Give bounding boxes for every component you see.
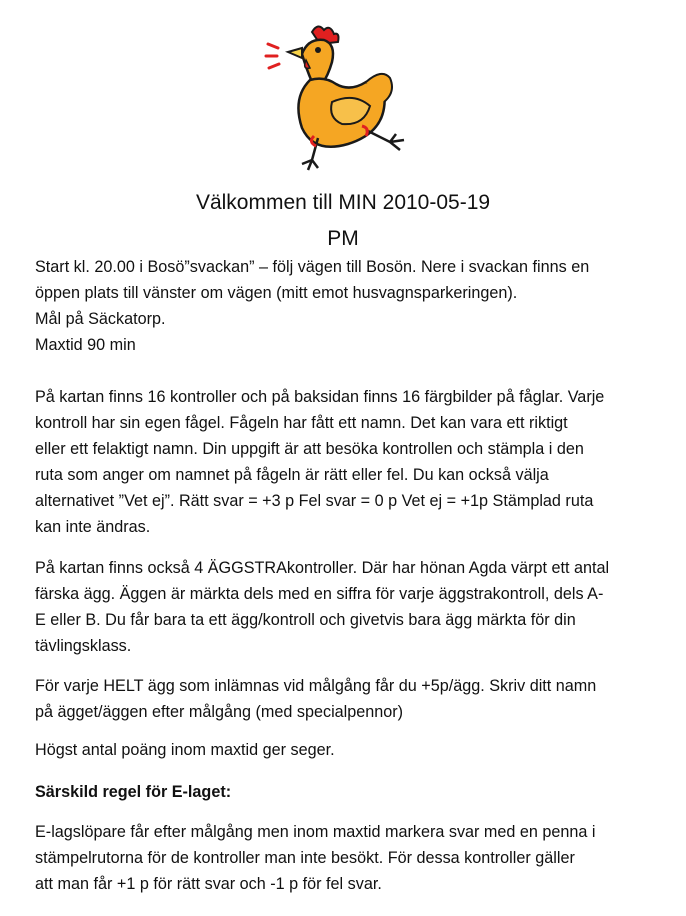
eggs-paragraph — [35, 555, 655, 659]
controls-line: alternativet ”Vet ej”. Rätt svar = +3 p Fel svar = 0 p Vet ej = +1p Stämplad ruta — [35, 492, 594, 510]
whole-egg-line: på ägget/äggen efter målgång (med specialpennor) — [35, 703, 404, 721]
eggs-line: På kartan finns också 4 ÄGGSTRAkontroller. Där har hönan Agda värpt ett antal — [35, 559, 610, 577]
eggs-line: tävlingsklass. — [35, 637, 132, 655]
intro-line: Maxtid 90 min — [35, 336, 136, 354]
eggs-line: färska ägg. Äggen är märkta dels med en siffra för varje äggstrakontroll, dels A- — [35, 585, 604, 603]
controls-paragraph — [35, 384, 655, 540]
e-rule-line: stämpelrutorna för de kontroller man inte besökt. För dessa kontroller gäller — [35, 849, 575, 867]
e-rule-paragraph — [35, 819, 655, 897]
chicken-logo-icon — [262, 18, 412, 178]
e-rule-heading — [35, 779, 655, 805]
controls-line: ruta som anger om namnet på fågeln är rätt eller fel. Du kan också välja — [35, 466, 549, 484]
page-title: Välkommen till MIN 2010-05-19 — [195, 191, 491, 214]
controls-line: På kartan finns 16 kontroller och på baksidan finns 16 färgbilder på fåglar. Varje — [35, 388, 605, 406]
win-line: Högst antal poäng inom maxtid ger seger. — [35, 741, 335, 759]
intro-paragraph — [35, 254, 655, 358]
intro-line: Start kl. 20.00 i Bosö”svackan” – följ vägen till Bosön. Nere i svackan finns en — [35, 258, 590, 276]
e-rule-line: E-lagslöpare får efter målgång men inom maxtid markera svar med en penna i — [35, 823, 596, 841]
intro-line: Mål på Säckatorp. — [35, 310, 166, 328]
whole-egg-paragraph — [35, 673, 655, 725]
whole-egg-line: För varje HELT ägg som inlämnas vid målgång får du +5p/ägg. Skriv ditt namn — [35, 677, 597, 695]
intro-line: öppen plats till vänster om vägen (mitt emot husvagnsparkeringen). — [35, 284, 518, 302]
e-rule-heading-text: Särskild regel för E-laget: — [35, 783, 232, 801]
e-rule-line: att man får +1 p för rätt svar och -1 p för fel svar. — [35, 875, 382, 893]
win-paragraph — [35, 737, 655, 763]
page-subtitle: PM — [327, 227, 359, 250]
eggs-line: E eller B. Du får bara ta ett ägg/kontroll och givetvis bara ägg märkta för din — [35, 611, 576, 629]
controls-line: kontroll har sin egen fågel. Fågeln har fått ett namn. Det kan vara ett riktigt — [35, 414, 568, 432]
controls-line: eller ett felaktigt namn. Din uppgift är att besöka kontrollen och stämpla i den — [35, 440, 584, 458]
controls-line: kan inte ändras. — [35, 518, 151, 536]
